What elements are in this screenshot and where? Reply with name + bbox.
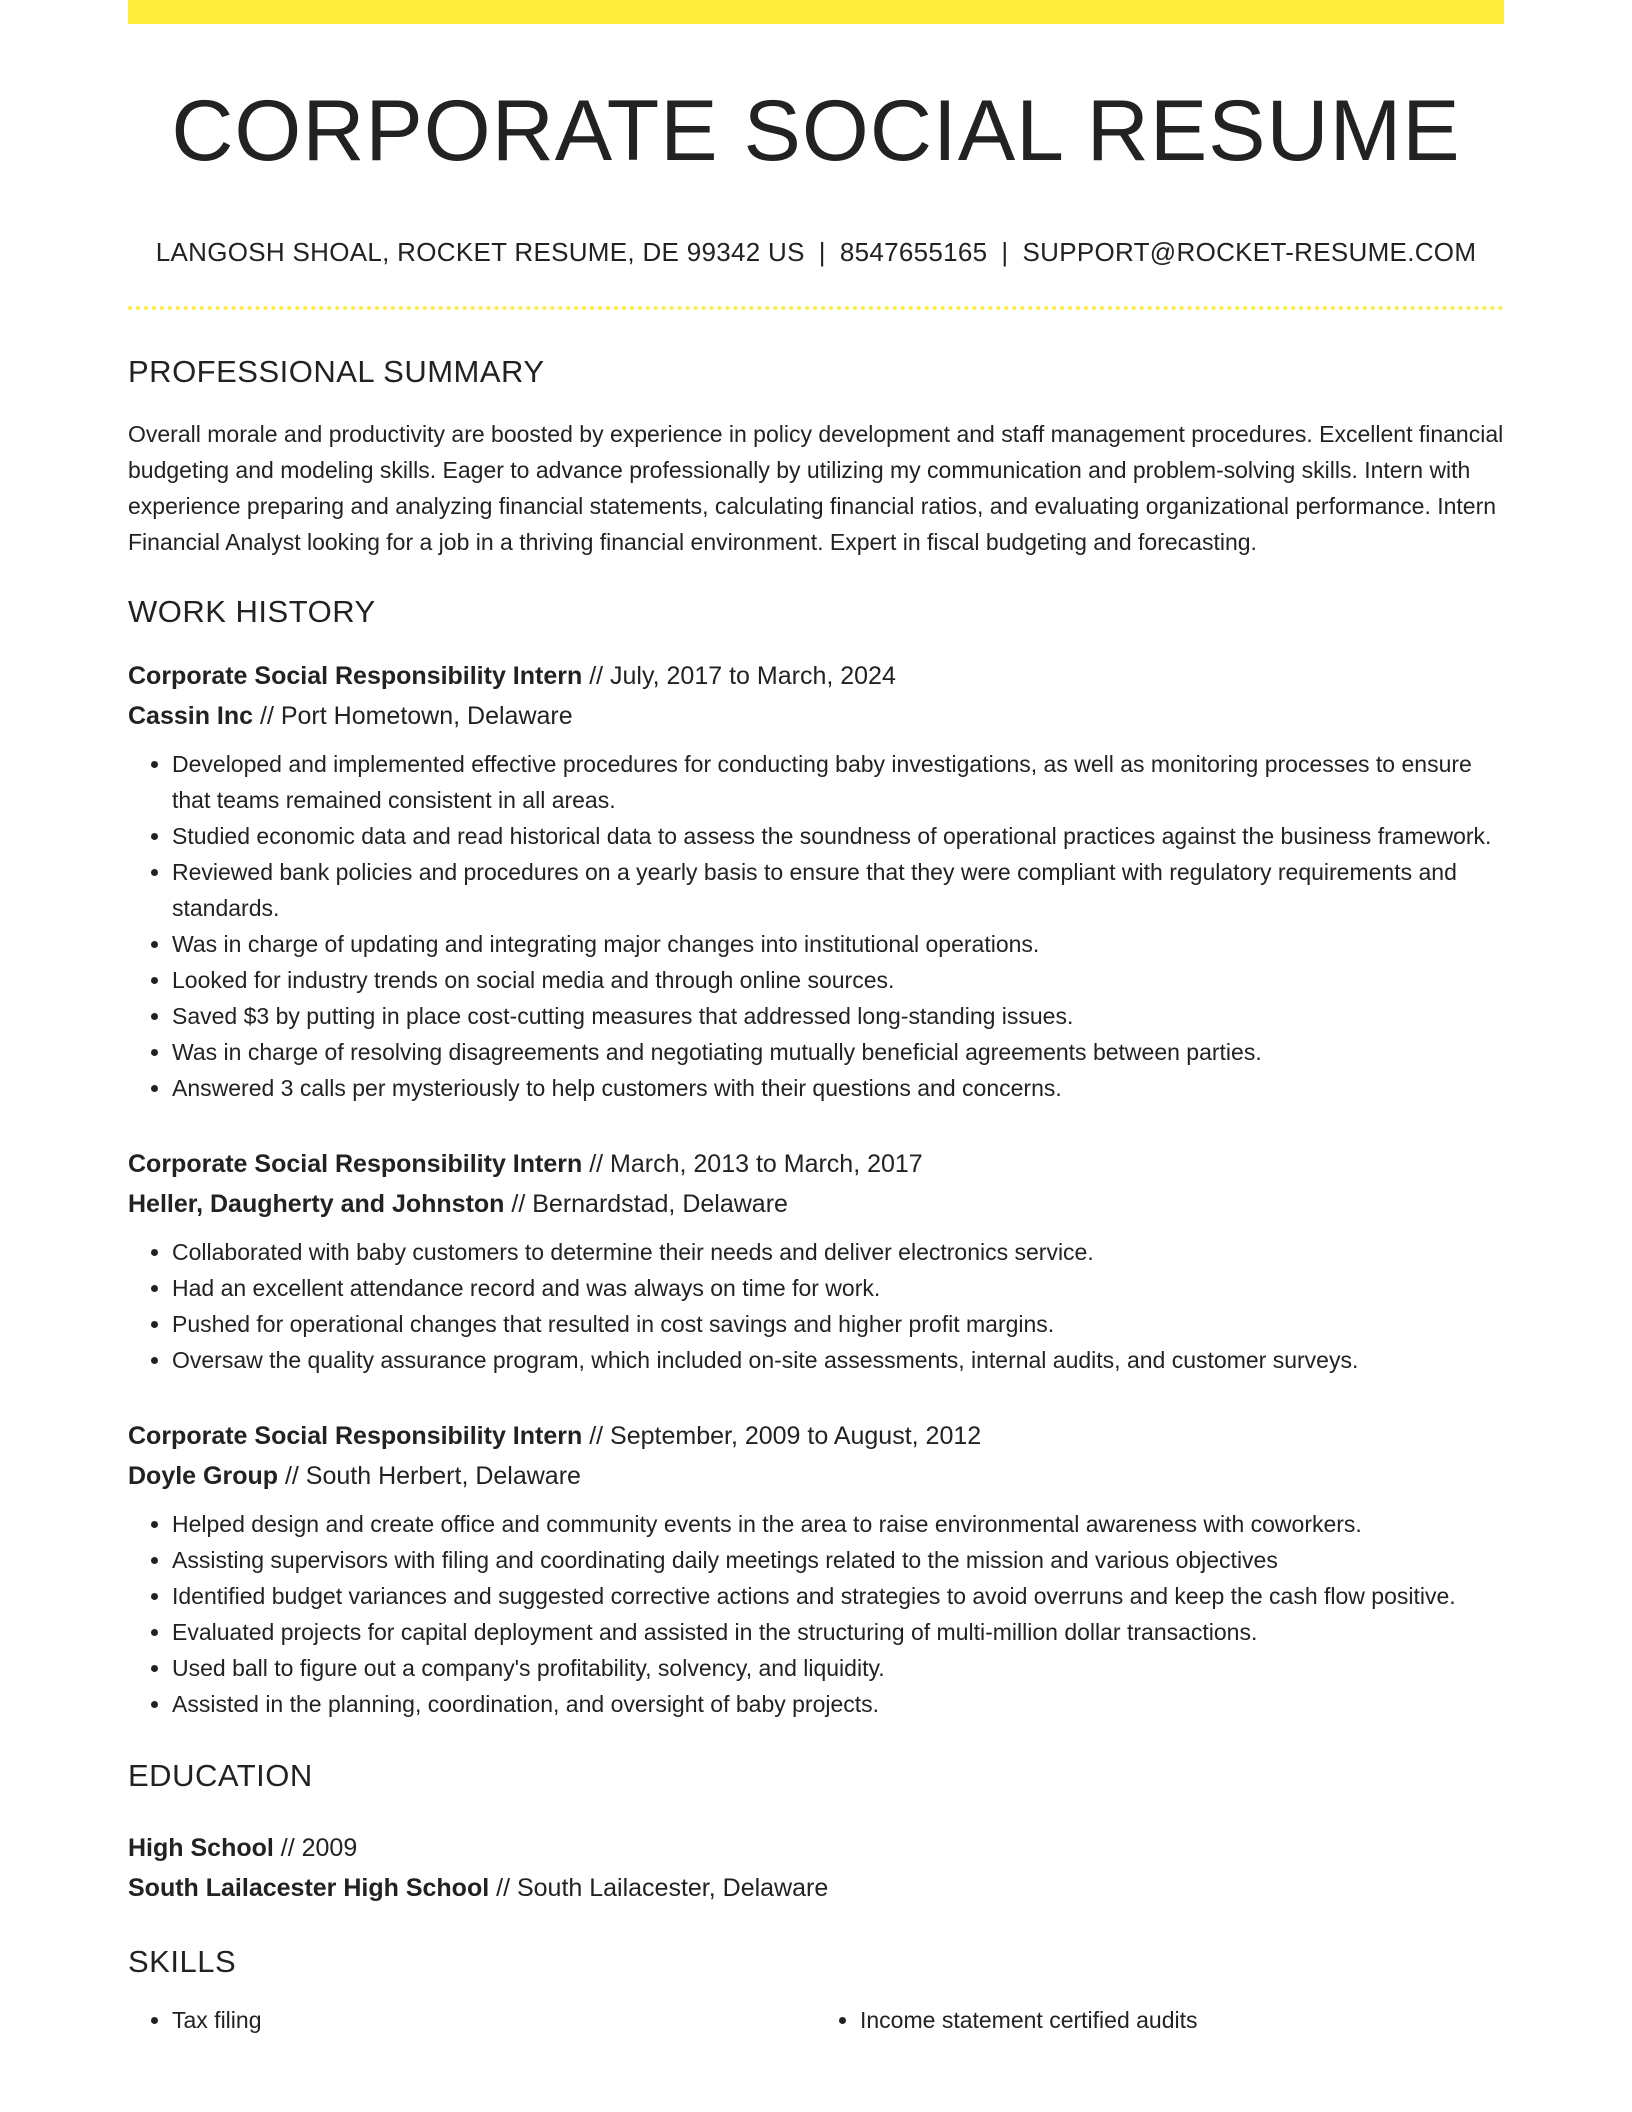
- list-item: • Assisted in the planning, coordination, and oversight of baby projects.: [172, 1686, 1504, 1722]
- contact-address: LANGOSH SHOAL, ROCKET RESUME, DE 99342 US: [155, 236, 805, 267]
- job-dates: // July, 2017 to March, 2024: [582, 661, 896, 690]
- list-item: • Reviewed bank policies and procedures on a yearly basis to ensure that they were compliant with regulatory requirements and standards.: [172, 854, 1504, 926]
- education-year: // 2009: [273, 1833, 358, 1862]
- summary-text: Overall morale and productivity are boosted by experience in policy development and staff management procedures. Excellent financial budgeting and modeling skills. Eager to advance professionally by utilizing my communication and problem-solving skills. Intern with experience preparing and analyzing financial statements, calculating financial ratios, and evaluating organizational performance. Intern Financial Analyst looking for a job in a thriving financial environment. Expert in fiscal budgeting and forecasting.: [128, 420, 1504, 555]
- list-item: • Identified budget variances and suggested corrective actions and strategies to avoid overruns and keep the cash flow positive.: [172, 1578, 1504, 1614]
- list-item: • Evaluated projects for capital deployment and assisted in the structuring of multi-million dollar transactions.: [172, 1614, 1504, 1650]
- education-location: // South Lailacester, Delaware: [489, 1873, 829, 1902]
- job-company: Cassin Inc: [128, 701, 254, 730]
- list-item: • Was in charge of updating and integrating major changes into institutional operations.: [172, 926, 1504, 962]
- contact-separator: |: [818, 236, 826, 267]
- job-dates: // September, 2009 to August, 2012: [582, 1421, 982, 1450]
- list-item: • Assisting supervisors with filing and coordinating daily meetings related to the mission and various objectives: [172, 1542, 1504, 1578]
- list-item: • Saved $3 by putting in place cost-cutting measures that addressed long-standing issues.: [172, 998, 1504, 1034]
- skills-column-left: [128, 2002, 816, 2038]
- skills-heading: SKILLS: [128, 1943, 237, 1979]
- skill-item: • Income statement certified audits: [860, 2002, 1504, 2038]
- job-role-line: [128, 1144, 1504, 1184]
- list-item: • Oversaw the quality assurance program, which included on-site assessments, internal audits, and customer surveys.: [172, 1342, 1504, 1378]
- job-role: Corporate Social Responsibility Intern: [128, 1149, 583, 1178]
- job-dates: // March, 2013 to March, 2017: [582, 1149, 923, 1178]
- education-degree-line: [128, 1828, 1504, 1868]
- job-company: Doyle Group: [128, 1461, 279, 1490]
- education-heading: EDUCATION: [128, 1757, 313, 1793]
- skill-item: • Tax filing: [172, 2002, 816, 2038]
- list-item: • Looked for industry trends on social media and through online sources.: [172, 962, 1504, 998]
- education-degree: High School: [128, 1833, 274, 1862]
- job-location: // South Herbert, Delaware: [278, 1461, 581, 1490]
- job-company-line: [128, 1184, 1504, 1224]
- education-school: South Lailacester High School: [128, 1873, 490, 1902]
- top-accent-bar: [128, 0, 1504, 24]
- contact-phone: 8547655165: [839, 236, 988, 267]
- summary-heading: PROFESSIONAL SUMMARY: [128, 353, 545, 389]
- job-company-line: [128, 1456, 1504, 1496]
- contact-line: [128, 237, 1504, 268]
- job-entry: [128, 1144, 1504, 1378]
- education-school-line: [128, 1868, 1504, 1908]
- job-role-line: [128, 1416, 1504, 1456]
- contact-separator: |: [1001, 236, 1009, 267]
- job-location: // Port Hometown, Delaware: [253, 701, 573, 730]
- job-role: Corporate Social Responsibility Intern: [128, 1421, 583, 1450]
- list-item: • Answered 3 calls per mysteriously to help customers with their questions and concerns.: [172, 1070, 1504, 1106]
- job-company: Heller, Daugherty and Johnston: [128, 1189, 505, 1218]
- job-company-line: [128, 696, 1504, 736]
- job-bullets: [128, 1234, 1504, 1378]
- job-role: Corporate Social Responsibility Intern: [128, 661, 583, 690]
- job-bullets: [128, 746, 1504, 1106]
- contact-email: SUPPORT@ROCKET-RESUME.COM: [1022, 236, 1477, 267]
- list-item: • Developed and implemented effective procedures for conducting baby investigations, as well as monitoring processes to ensure that teams remained consistent in all areas.: [172, 746, 1504, 818]
- job-role-line: [128, 656, 1504, 696]
- list-item: • Studied economic data and read historical data to assess the soundness of operational practices against the business framework.: [172, 818, 1504, 854]
- list-item: • Helped design and create office and community events in the area to raise environmental awareness with coworkers.: [172, 1506, 1504, 1542]
- resume-title: CORPORATE SOCIAL RESUME: [171, 83, 1461, 179]
- list-item: • Used ball to figure out a company's profitability, solvency, and liquidity.: [172, 1650, 1504, 1686]
- work-history-heading: WORK HISTORY: [128, 593, 376, 629]
- job-entry: [128, 656, 1504, 1106]
- resume-page: [128, 0, 1504, 2038]
- skills-column-right: [816, 2002, 1504, 2038]
- list-item: • Had an excellent attendance record and was always on time for work.: [172, 1270, 1504, 1306]
- job-entry: [128, 1416, 1504, 1722]
- job-bullets: [128, 1506, 1504, 1722]
- list-item: • Pushed for operational changes that resulted in cost savings and higher profit margins.: [172, 1306, 1504, 1342]
- header-divider: [128, 306, 1504, 310]
- skills-list: [128, 2002, 1504, 2038]
- list-item: • Collaborated with baby customers to determine their needs and deliver electronics service.: [172, 1234, 1504, 1270]
- list-item: • Was in charge of resolving disagreements and negotiating mutually beneficial agreements between parties.: [172, 1034, 1504, 1070]
- education-entry: [128, 1828, 1504, 1908]
- job-location: // Bernardstad, Delaware: [504, 1189, 788, 1218]
